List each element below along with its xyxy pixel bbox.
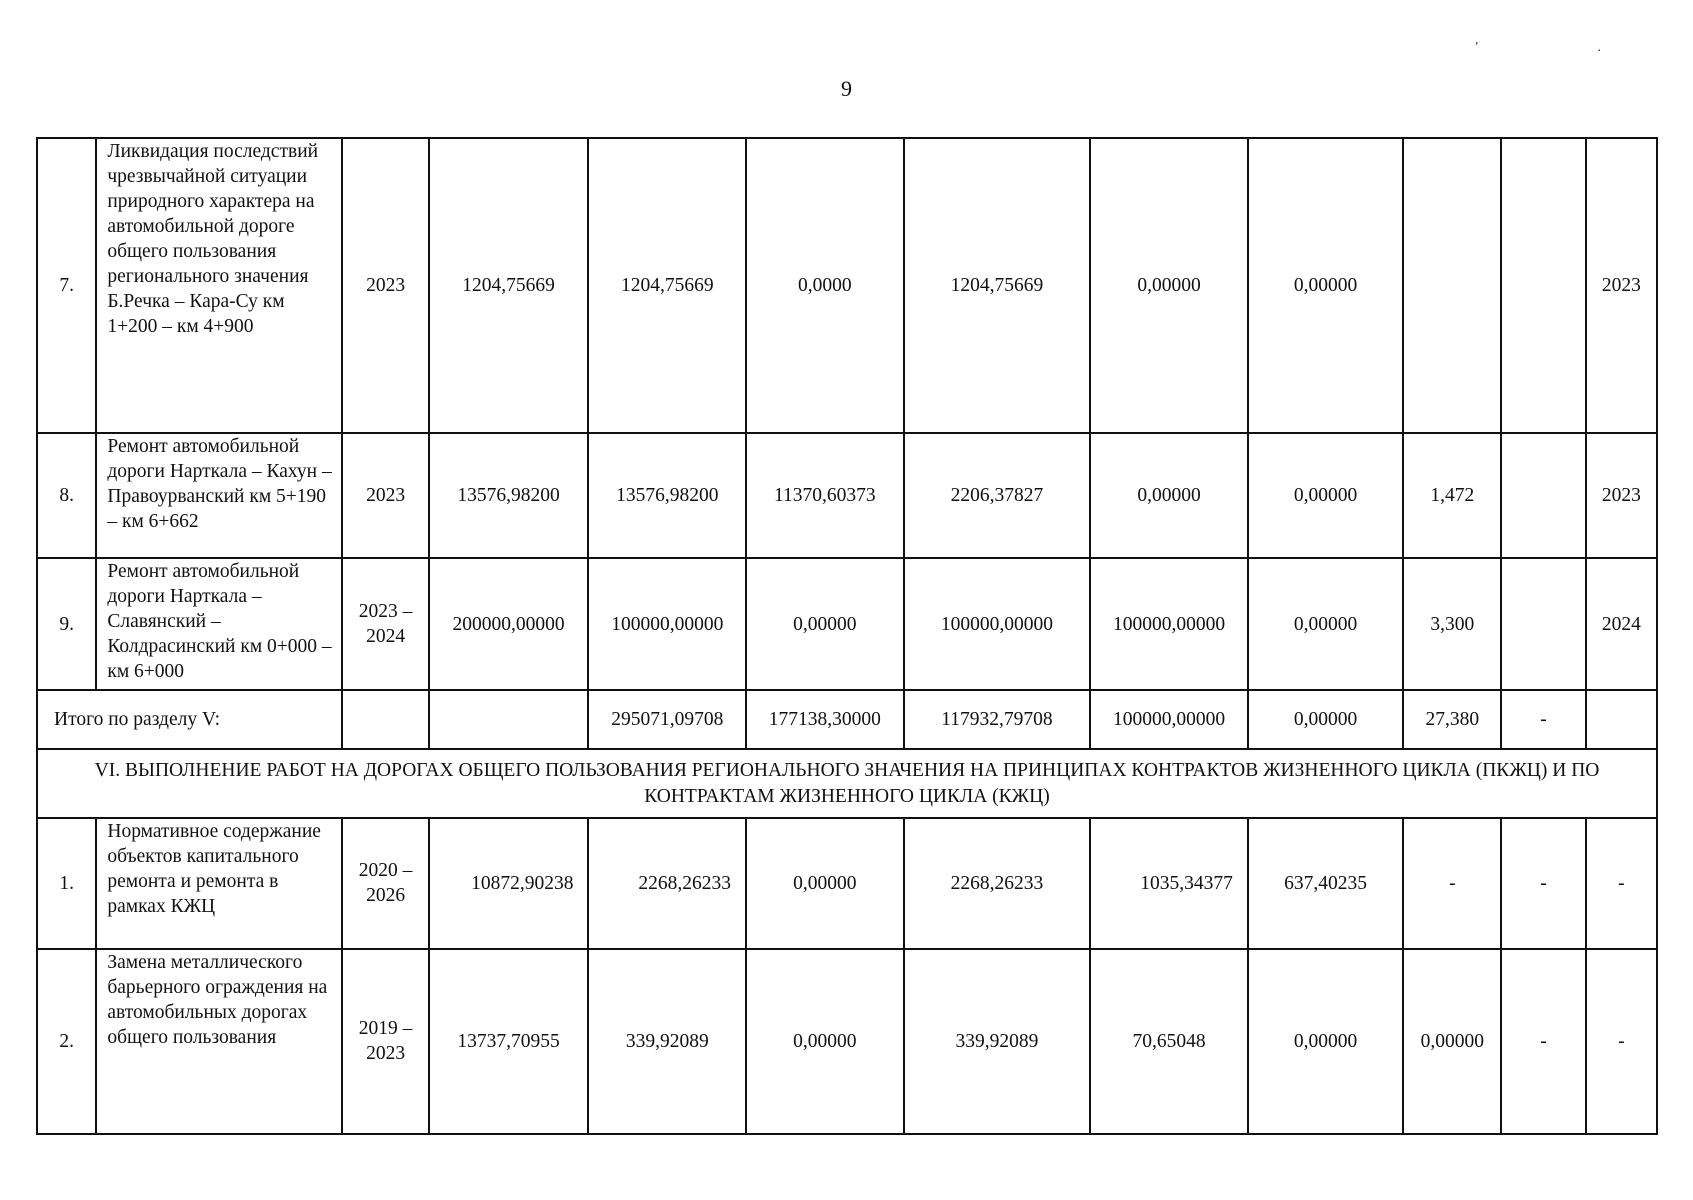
value-cell: 0,00000 — [1090, 138, 1248, 433]
length-cell: 27,380 — [1403, 690, 1501, 749]
value-cell: 13576,98200 — [429, 433, 589, 558]
value-cell: 100000,00000 — [588, 558, 746, 690]
value-cell: 200000,00000 — [429, 558, 589, 690]
work-name: Ликвидация последствий чрезвычайной ситуации природного характера на автомобильной дороге общего пользования регионального значения Б.Речка – Кара-Су км 1+200 – км 4+900 — [96, 138, 342, 433]
value-cell: 2268,26233 — [588, 818, 746, 949]
table-row — [37, 949, 1657, 1134]
value-cell: 0,00000 — [746, 949, 904, 1134]
row-number: 7. — [37, 138, 96, 433]
row-number: 8. — [37, 433, 96, 558]
value-cell: 177138,30000 — [746, 690, 904, 749]
value-cell: 70,65048 — [1090, 949, 1248, 1134]
years-cell: 2023 – 2024 — [342, 558, 428, 690]
section-total-row — [37, 690, 1657, 749]
value-cell: - — [1501, 690, 1585, 749]
value-cell: 10872,90238 — [429, 818, 589, 949]
years-cell: 2023 — [342, 433, 428, 558]
value-cell — [1501, 558, 1585, 690]
value-cell: 0,00000 — [746, 818, 904, 949]
value-cell: 13737,70955 — [429, 949, 589, 1134]
row-number: 2. — [37, 949, 96, 1134]
work-name: Замена металлического барьерного ограждения на автомобильных дорогах общего пользования — [96, 949, 342, 1134]
value-cell — [1586, 690, 1657, 749]
value-cell: 0,00000 — [1248, 690, 1403, 749]
value-cell: 100000,00000 — [1090, 690, 1248, 749]
length-cell: - — [1403, 818, 1501, 949]
value-cell: - — [1501, 818, 1585, 949]
work-name: Ремонт автомобильной дороги Нарткала – Славянский – Колдрасинский км 0+000 – км 6+000 — [96, 558, 342, 690]
length-cell: 1,472 — [1403, 433, 1501, 558]
value-cell — [429, 690, 589, 749]
completion-year: 2023 — [1586, 433, 1657, 558]
value-cell: 1204,75669 — [904, 138, 1091, 433]
section-header-row — [37, 749, 1657, 818]
value-cell: 0,00000 — [1248, 138, 1403, 433]
work-name: Ремонт автомобильной дороги Нарткала – Кахун – Правоурванский км 5+190 – км 6+662 — [96, 433, 342, 558]
value-cell: 0,00000 — [1248, 433, 1403, 558]
value-cell — [1501, 433, 1585, 558]
completion-year: 2024 — [1586, 558, 1657, 690]
value-cell: 0,0000 — [746, 138, 904, 433]
value-cell: 2268,26233 — [904, 818, 1091, 949]
value-cell: 1204,75669 — [429, 138, 589, 433]
value-cell: 2206,37827 — [904, 433, 1091, 558]
length-cell — [1403, 138, 1501, 433]
table-row — [37, 558, 1657, 690]
scan-marks: ' . — [1475, 40, 1659, 55]
value-cell: 637,40235 — [1248, 818, 1403, 949]
value-cell: 13576,98200 — [588, 433, 746, 558]
table-row — [37, 138, 1657, 433]
value-cell: 0,00000 — [1248, 949, 1403, 1134]
value-cell: - — [1501, 949, 1585, 1134]
value-cell — [1501, 138, 1585, 433]
value-cell: 1035,34377 — [1090, 818, 1248, 949]
value-cell: 295071,09708 — [588, 690, 746, 749]
page-number: 9 — [841, 76, 852, 101]
length-cell: 0,00000 — [1403, 949, 1501, 1134]
value-cell: 117932,79708 — [904, 690, 1091, 749]
value-cell: 0,00000 — [746, 558, 904, 690]
completion-year: - — [1586, 818, 1657, 949]
years-cell: 2020 – 2026 — [342, 818, 428, 949]
table-row — [37, 433, 1657, 558]
completion-year: 2023 — [1586, 138, 1657, 433]
completion-year: - — [1586, 949, 1657, 1134]
value-cell: 339,92089 — [904, 949, 1091, 1134]
value-cell: 0,00000 — [1248, 558, 1403, 690]
row-number: 9. — [37, 558, 96, 690]
row-number: 1. — [37, 818, 96, 949]
road-works-table — [36, 137, 1658, 1135]
value-cell: 339,92089 — [588, 949, 746, 1134]
value-cell: 100000,00000 — [904, 558, 1091, 690]
section-title: VI. ВЫПОЛНЕНИЕ РАБОТ НА ДОРОГАХ ОБЩЕГО ПОЛЬЗОВАНИЯ РЕГИОНАЛЬНОГО ЗНАЧЕНИЯ НА ПРИНЦИПАХ КОНТРАКТОВ ЖИЗНЕННОГО ЦИКЛА (ПКЖЦ) И ПО КОНТРАКТАМ ЖИЗНЕННОГО ЦИКЛА (КЖЦ) — [37, 749, 1657, 818]
table-row — [37, 818, 1657, 949]
years-cell: 2019 – 2023 — [342, 949, 428, 1134]
value-cell: 1204,75669 — [588, 138, 746, 433]
value-cell: 100000,00000 — [1090, 558, 1248, 690]
value-cell — [342, 690, 428, 749]
length-cell: 3,300 — [1403, 558, 1501, 690]
years-cell: 2023 — [342, 138, 428, 433]
value-cell: 11370,60373 — [746, 433, 904, 558]
work-name: Нормативное содержание объектов капитального ремонта и ремонта в рамках КЖЦ — [96, 818, 342, 949]
value-cell: 0,00000 — [1090, 433, 1248, 558]
total-label: Итого по разделу V: — [37, 690, 342, 749]
